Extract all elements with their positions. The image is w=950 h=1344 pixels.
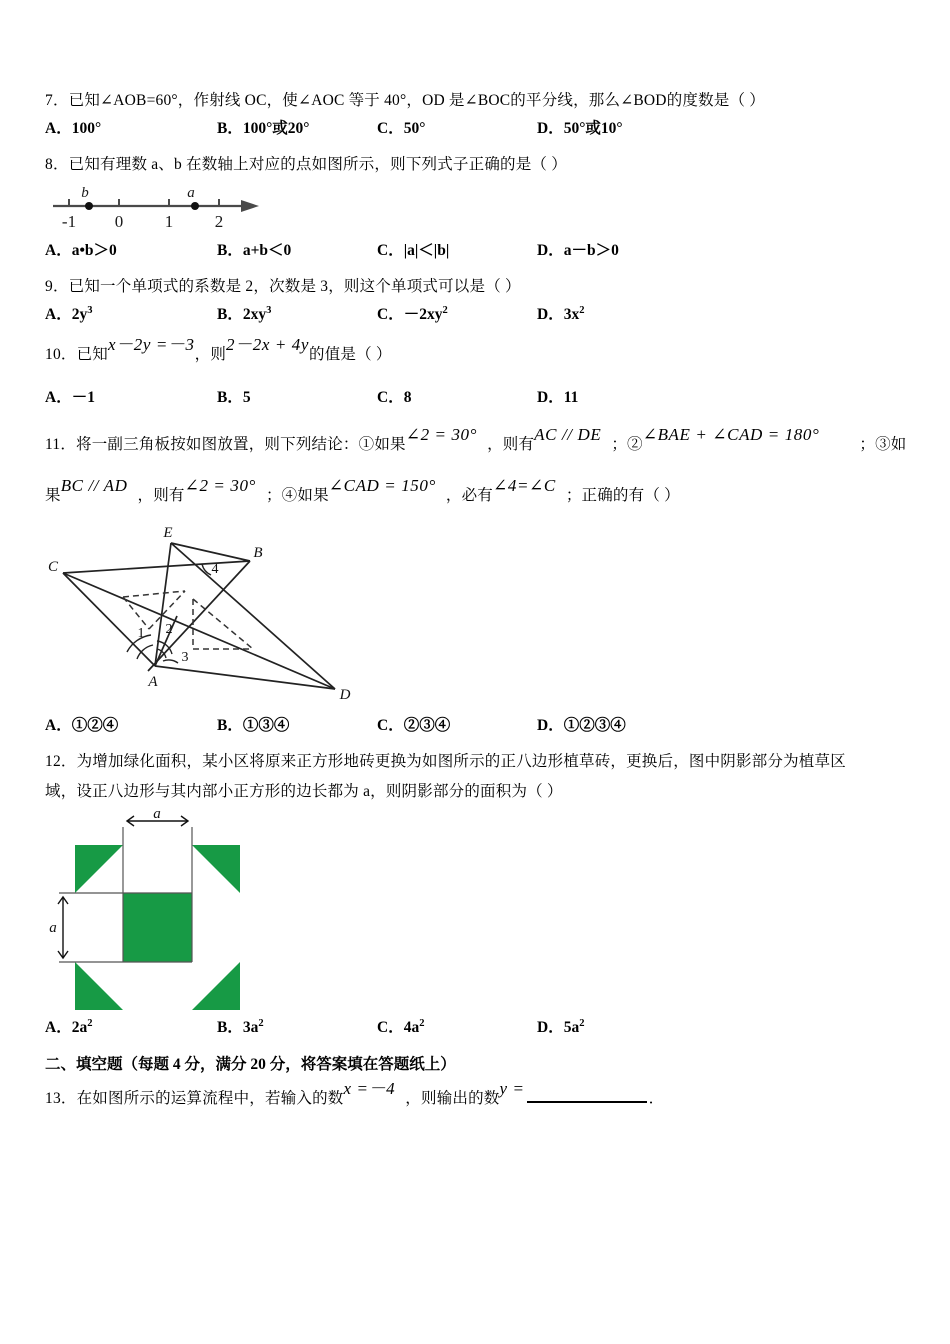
option-d-text: 11: [563, 389, 579, 406]
page-content: [45, 86, 911, 1116]
option-b[interactable]: [217, 116, 310, 138]
answer-blank[interactable]: [527, 1088, 647, 1103]
question-11-text-3: ；②: [611, 436, 643, 453]
option-b-label: B．: [217, 242, 243, 259]
option-b-base: 3a: [242, 1019, 259, 1036]
question-13-equation-2: y =: [499, 1079, 525, 1098]
point-b-label: b: [81, 185, 89, 201]
question-11-equation-4: BC // AD: [60, 476, 128, 495]
question-7-stem: 7．已知∠AOB=60°，作射线 OC，使∠AOC 等于 40°，OD 是∠BOC的平分线，那么∠BOD的度数是（ ）: [45, 92, 765, 109]
option-c-label: C．: [377, 120, 404, 137]
question-11-text-6: ，则有: [137, 487, 185, 504]
octagon-tile-svg: [45, 807, 295, 1015]
question-11-text-7: ；④如果: [265, 487, 329, 504]
option-d-exponent: 2: [579, 304, 585, 316]
question-11-equation-5: ∠2 = 30°: [184, 476, 256, 495]
question-11-text-9: ；正确的有（ ）: [565, 487, 680, 504]
tick-label-0: 0: [114, 212, 124, 231]
option-a-exponent: 2: [87, 1017, 93, 1029]
dimension-left-label: a: [49, 920, 57, 936]
option-a-text: －1: [71, 389, 95, 406]
option-c-base: －2xy: [403, 306, 443, 323]
question-12-options: [45, 1015, 911, 1049]
option-a[interactable]: [45, 385, 95, 407]
option-c-exponent: 2: [419, 1017, 425, 1029]
option-c-label: C．: [377, 389, 404, 406]
option-c-base: 4a: [403, 1019, 420, 1036]
question-11-equation-1: ∠2 = 30°: [405, 425, 478, 444]
option-c-exponent: 2: [442, 304, 448, 316]
option-c[interactable]: [377, 713, 450, 735]
option-c[interactable]: [377, 238, 449, 260]
option-d-label: D．: [537, 389, 564, 406]
question-11-equation-6: ∠CAD = 150°: [328, 476, 436, 495]
question-8-options: [45, 238, 911, 272]
option-a-label: A．: [45, 242, 72, 259]
octagon-tile-figure: [45, 807, 911, 1015]
question-9-options: [45, 302, 911, 336]
question-10-stem-post: 的值是（ ）: [309, 346, 392, 363]
question-7-options: [45, 116, 911, 150]
option-d-label: D．: [537, 120, 564, 137]
vertex-label-D: D: [339, 687, 351, 703]
option-b-label: B．: [217, 389, 243, 406]
option-a[interactable]: [45, 1015, 92, 1037]
option-a-label: A．: [45, 389, 72, 406]
point-b-dot: [85, 202, 93, 210]
question-10-options: [45, 385, 911, 419]
option-b-exponent: 2: [258, 1017, 264, 1029]
angle-label-4: 4: [211, 562, 219, 577]
question-10-stem-mid: ，则: [194, 346, 227, 363]
option-b-label: B．: [217, 1019, 243, 1036]
option-a-label: A．: [45, 717, 72, 734]
option-d[interactable]: [537, 238, 619, 260]
option-b-label: B．: [217, 717, 243, 734]
option-a-exponent: 3: [87, 304, 93, 316]
question-9-stem: 9．已知一个单项式的系数是 2，次数是 3，则这个单项式可以是（ ）: [45, 278, 521, 295]
option-b-label: B．: [217, 306, 243, 323]
option-d[interactable]: [537, 385, 578, 407]
option-d-label: D．: [537, 306, 564, 323]
option-b[interactable]: [217, 1015, 264, 1037]
option-d-text: 50°或10°: [563, 120, 623, 137]
option-a[interactable]: [45, 302, 92, 324]
question-11-equation-2: AC // DE: [534, 425, 602, 444]
option-b-exponent: 3: [266, 304, 272, 316]
option-c-text: 8: [403, 389, 412, 406]
question-11-equation-3: ∠BAE + ∠CAD = 180°: [642, 425, 820, 444]
option-b-label: B．: [217, 120, 243, 137]
tick-label-neg1: -1: [61, 212, 77, 231]
dimension-top-label: a: [153, 807, 161, 822]
angle-label-2: 2: [165, 622, 173, 637]
option-a-text: a•b＞0: [71, 242, 117, 259]
tick-label-1: 1: [164, 212, 174, 231]
option-a-label: A．: [45, 1019, 72, 1036]
triangle-boards-svg: [45, 521, 375, 711]
question-11-line-1: [45, 419, 911, 470]
question-10-stem-pre: 10．已知: [45, 346, 109, 363]
vertex-label-B: B: [253, 545, 263, 561]
option-a-text: 100°: [71, 120, 102, 137]
option-c-label: C．: [377, 717, 404, 734]
question-11-text-5: 果: [45, 487, 61, 504]
number-line-svg: [45, 180, 275, 238]
option-c[interactable]: [377, 302, 448, 324]
option-d-exponent: 2: [579, 1017, 585, 1029]
option-b[interactable]: [217, 713, 289, 735]
option-b-text: ①③④: [242, 717, 290, 734]
question-10-equation-2: 2－2x + 4y: [226, 335, 310, 354]
question-11-equation-7: ∠4=∠C: [493, 476, 556, 495]
question-11-text-4: ；③如: [859, 436, 907, 453]
option-d-text: a－b＞0: [563, 242, 619, 259]
question-8-stem: 8．已知有理数 a、b 在数轴上对应的点如图所示，则下列式子正确的是（ ）: [45, 156, 567, 173]
question-13-equation-1: x =－4: [343, 1079, 396, 1098]
option-b[interactable]: [217, 302, 271, 324]
option-c-text: ②③④: [403, 717, 451, 734]
number-line-figure: [45, 180, 911, 238]
option-c-label: C．: [377, 1019, 404, 1036]
option-c-label: C．: [377, 242, 404, 259]
tile-inner-square: [123, 893, 192, 962]
option-d-label: D．: [537, 1019, 564, 1036]
question-13-text-mid: ，则输出的数: [405, 1090, 500, 1107]
question-12-line-1: 12．为增加绿化面积，某小区将原来正方形地砖更换为如图所示的正八边形植草砖，更换后，图中阴影部分为植草区: [45, 753, 846, 770]
option-d[interactable]: [537, 713, 626, 735]
question-13: [45, 1081, 911, 1116]
option-b[interactable]: [217, 385, 251, 407]
question-10-stem: [45, 336, 911, 373]
question-11-text-1: 11．将一副三角板按如图放置，则下列结论：①如果: [45, 436, 406, 453]
section-2-heading: 二、填空题（每题 4 分，满分 20 分，将答案填在答题纸上）: [45, 1056, 456, 1073]
vertex-label-E: E: [163, 525, 173, 541]
option-a[interactable]: [45, 713, 118, 735]
option-c[interactable]: [377, 116, 425, 138]
option-b-text: 100°或20°: [242, 120, 310, 137]
angle-label-3: 3: [181, 650, 189, 665]
triangle-boards-figure: [45, 521, 911, 713]
option-d-text: ①②③④: [563, 717, 626, 734]
spacer: [45, 373, 911, 385]
option-b-text: a+b＜0: [242, 242, 292, 259]
option-c-text: |a|＜|b|: [403, 242, 450, 259]
point-a-dot: [191, 202, 199, 210]
option-c-label: C．: [377, 306, 404, 323]
option-a[interactable]: [45, 238, 117, 260]
option-a[interactable]: [45, 116, 101, 138]
option-a-label: A．: [45, 306, 72, 323]
question-12-line-2: 域，设正八边形与其内部小正方形的边长都为 a，则阴影部分的面积为（ ）: [45, 783, 563, 800]
vertex-label-C: C: [47, 559, 59, 575]
option-d-label: D．: [537, 242, 564, 259]
option-d-base: 3x: [563, 306, 580, 323]
option-a-base: 2a: [71, 1019, 88, 1036]
question-13-text-post: ．: [648, 1090, 665, 1107]
option-d[interactable]: [537, 116, 623, 138]
option-b-base: 2xy: [242, 306, 267, 323]
angle-label-1: 1: [137, 626, 145, 641]
dimension-left: [58, 897, 68, 958]
option-c-text: 50°: [403, 120, 426, 137]
option-b-text: 5: [242, 389, 251, 406]
point-a-label: a: [187, 185, 195, 201]
option-c[interactable]: [377, 385, 411, 407]
option-d[interactable]: [537, 1015, 584, 1037]
tick-label-2: 2: [214, 212, 224, 231]
question-11-text-8: ，必有: [445, 487, 494, 504]
option-a-text: ①②④: [71, 717, 119, 734]
question-11-line-2: [45, 470, 911, 521]
vertex-label-A: A: [148, 674, 158, 690]
question-11-options: [45, 713, 911, 747]
option-a-label: A．: [45, 120, 72, 137]
option-d[interactable]: [537, 302, 584, 324]
option-b[interactable]: [217, 238, 291, 260]
option-d-base: 5a: [563, 1019, 580, 1036]
option-a-base: 2y: [71, 306, 88, 323]
question-13-text-pre: 13．在如图所示的运算流程中，若输入的数: [45, 1090, 344, 1107]
question-11-text-2: ，则有: [487, 436, 535, 453]
question-10-equation-1: x－2y =－3: [108, 335, 195, 354]
option-c[interactable]: [377, 1015, 424, 1037]
option-d-label: D．: [537, 717, 564, 734]
